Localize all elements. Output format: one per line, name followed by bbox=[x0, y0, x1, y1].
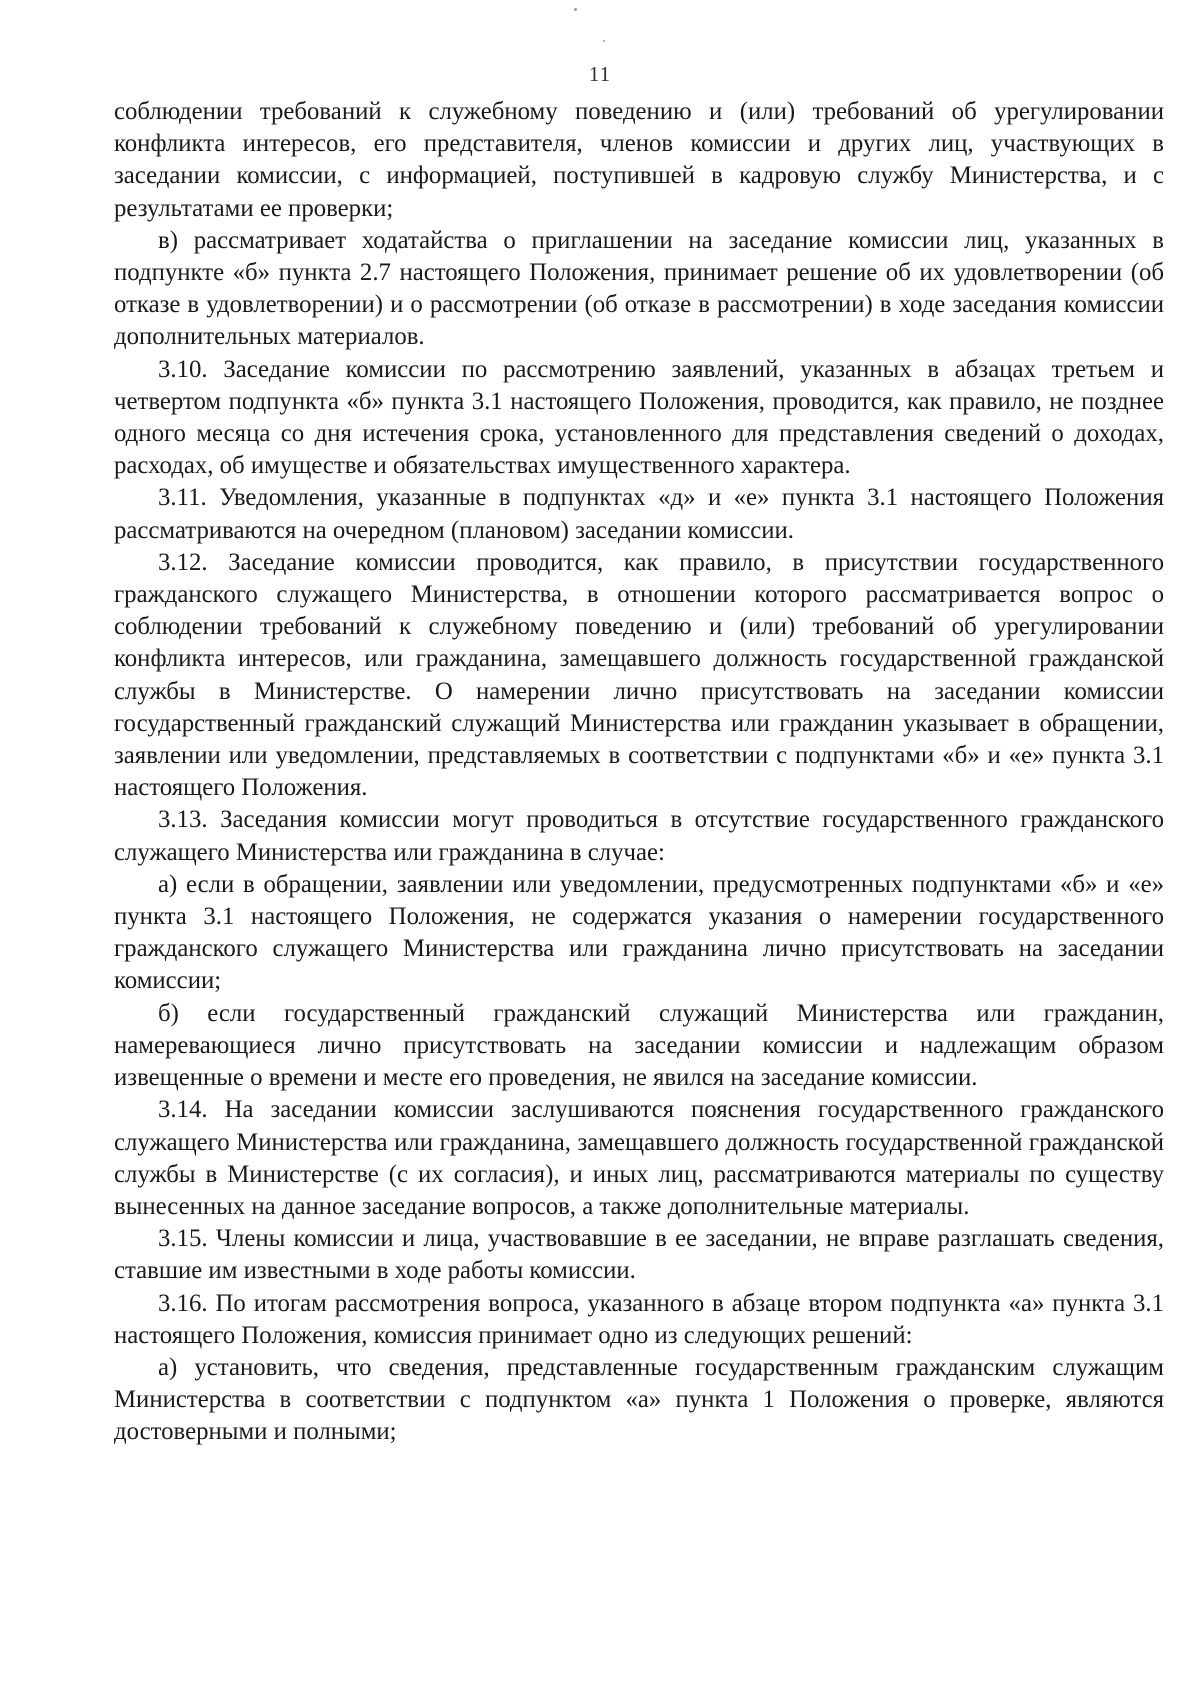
paragraph: б) если государственный гражданский служащий Министерства или гражданин, намеревающиеся лично присутствовать на заседании комиссии и надлежащим образом извещенные о времени и месте его проведения, не явился на заседание комиссии. bbox=[114, 999, 1164, 1092]
scan-artifact bbox=[574, 8, 577, 11]
scan-artifact bbox=[603, 40, 605, 42]
paragraph: а) установить, что сведения, представленные государственным гражданским служащим Министерства в соответствии с подпунктом «а» пункта 1 Положения о проверке, являются достоверными и полными; bbox=[114, 1353, 1164, 1446]
paragraph: 3.10. Заседание комиссии по рассмотрению заявлений, указанных в абзацах третьем и четвертом подпункта «б» пункта 3.1 настоящего Положения, проводится, как правило, не позднее одного месяца со дня истечения срока, установленного для представления сведений о доходах, расходах, об имуществе и обязательствах имущественного характера. bbox=[114, 355, 1164, 480]
paragraph: в) рассматривает ходатайства о приглашении на заседание комиссии лиц, указанных в подпункте «б» пункта 2.7 настоящего Положения, принимает решение об их удовлетворении (об отказе в удовлетворении) и о рассмотрении (об отказе в рассмотрении) в ходе заседания комиссии дополнительных материалов. bbox=[114, 226, 1164, 351]
page-number: 11 bbox=[588, 62, 612, 86]
paragraph: 3.12. Заседание комиссии проводится, как правило, в присутствии государственного гражданского служащего Министерства, в отношении которого рассматривается вопрос о соблюдении требований к служебному поведению и (или) требований об урегулировании конфликта интересов, или гражданина, замещавшего должность государственной гражданской службы в Министерстве. О намерении лично присутствовать на заседании комиссии государственный гражданский служащий Министерства или гражданин указывает в обращении, заявлении или уведомлении, представляемых в соответствии с подпунктами «б» и «е» пункта 3.1 настоящего Положения. bbox=[114, 548, 1164, 802]
paragraph: 3.15. Члены комиссии и лица, участвовавшие в ее заседании, не вправе разглашать сведения, ставшие им известными в ходе работы комиссии. bbox=[114, 1225, 1164, 1285]
paragraph: 3.16. По итогам рассмотрения вопроса, указанного в абзаце втором подпункта «а» пункта 3.1 настоящего Положения, комиссия принимает одно из следующих решений: bbox=[114, 1289, 1164, 1349]
document-body bbox=[114, 96, 1164, 1449]
paragraph: 3.14. На заседании комиссии заслушиваются пояснения государственного гражданского служащего Министерства или гражданина, замещавшего должность государственной гражданской службы в Министерстве (с их согласия), и иных лиц, рассматриваются материалы по существу вынесенных на данное заседание вопросов, а также дополнительные материалы. bbox=[114, 1096, 1164, 1220]
paragraph: 3.11. Уведомления, указанные в подпунктах «д» и «е» пункта 3.1 настоящего Положения рассматриваются на очередном (плановом) заседании комиссии. bbox=[114, 484, 1164, 544]
paragraph: а) если в обращении, заявлении или уведомлении, предусмотренных подпунктами «б» и «е» пункта 3.1 настоящего Положения, не содержатся указания о намерении государственного гражданского служащего Министерства или гражданина лично присутствовать на заседании комиссии; bbox=[114, 870, 1164, 995]
paragraph: 3.13. Заседания комиссии могут проводиться в отсутствие государственного гражданского служащего Министерства или гражданина в случае: bbox=[114, 806, 1164, 866]
paragraph: соблюдении требований к служебному поведению и (или) требований об урегулировании конфликта интересов, его представителя, членов комиссии и других лиц, участвующих в заседании комиссии, с информацией, поступившей в кадровую службу Министерства, и с результатами ее проверки; bbox=[114, 98, 1164, 222]
